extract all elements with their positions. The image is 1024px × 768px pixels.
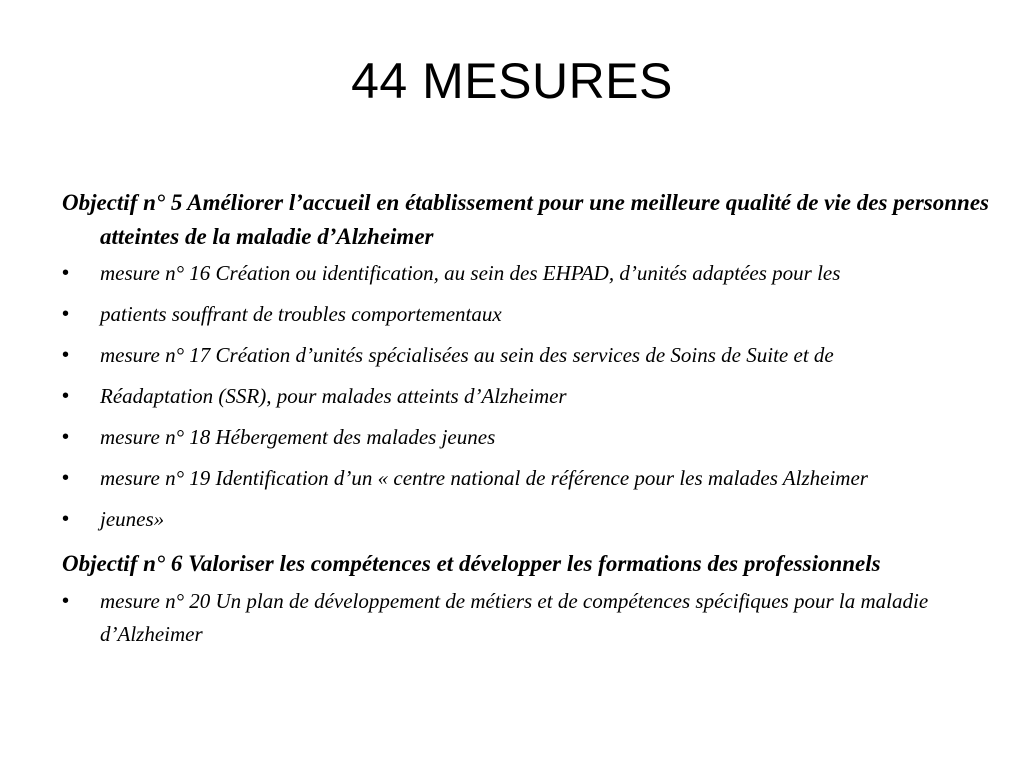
objective-5-heading: Objectif n° 5 Améliorer l’accueil en établissement pour une meilleure qualité de vie des personnes atteintes de la maladie d’Alzheimer — [62, 190, 989, 249]
bullet-icon: • — [62, 303, 70, 325]
measure-text: mesure n° 16 Création ou identification, au sein des EHPAD, d’unités adaptées pour les — [100, 261, 841, 285]
bullet-icon: • — [62, 262, 70, 284]
page-title: 44 MESURES — [351, 53, 673, 109]
measure-text: mesure n° 19 Identification d’un « centre national de référence pour les malades Alzheimer — [100, 466, 868, 490]
objective-6-heading: Objectif n° 6 Valoriser les compétences et développer les formations des professionnels — [62, 551, 881, 576]
measure-text: patients souffrant de troubles comportementaux — [100, 302, 502, 326]
bullet-icon: • — [62, 508, 70, 530]
list-item — [62, 342, 992, 369]
measure-text: mesure n° 17 Création d’unités spécialisées au sein des services de Soins de Suite et de — [100, 343, 834, 367]
bullet-icon: • — [62, 385, 70, 407]
objective-5-list — [62, 260, 992, 533]
list-item — [62, 383, 992, 410]
list-item — [62, 260, 992, 287]
bullet-icon: • — [62, 344, 70, 366]
list-item — [62, 585, 992, 651]
bullet-icon: • — [62, 426, 70, 448]
objective-6-list — [62, 585, 992, 651]
slide-content — [62, 186, 992, 665]
list-item — [62, 465, 992, 492]
bullet-icon: • — [62, 467, 70, 489]
list-item — [62, 424, 992, 451]
measure-text: mesure n° 20 Un plan de développement de métiers et de compétences spécifiques pour la maladie d’Alzheimer — [100, 589, 929, 646]
list-item — [62, 506, 992, 533]
bullet-icon: • — [62, 590, 70, 612]
measure-text: Réadaptation (SSR), pour malades atteints d’Alzheimer — [100, 384, 567, 408]
list-item — [62, 301, 992, 328]
measure-text: jeunes» — [100, 507, 165, 531]
measure-text: mesure n° 18 Hébergement des malades jeunes — [100, 425, 496, 449]
